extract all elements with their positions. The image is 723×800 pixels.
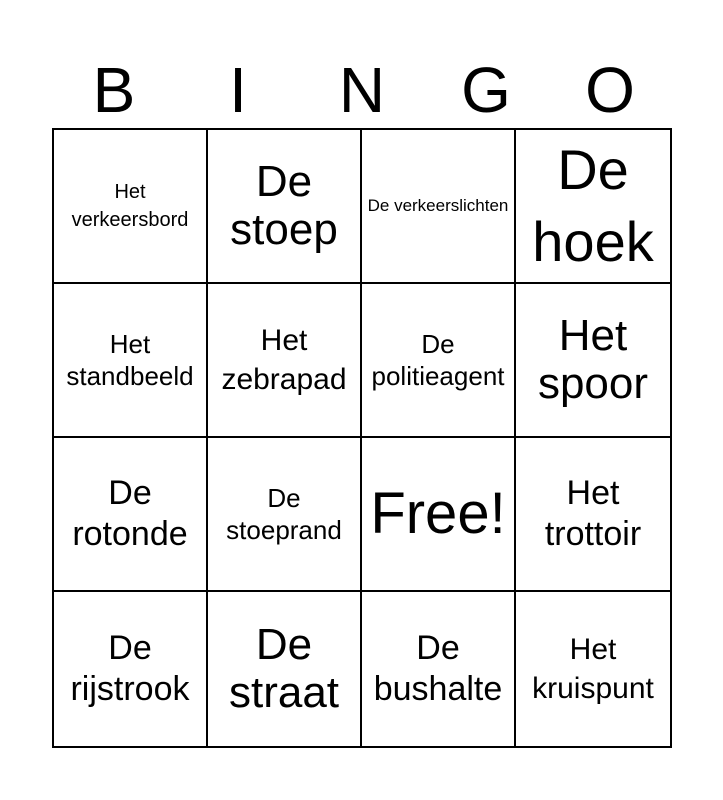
bingo-header [52, 52, 672, 128]
bingo-cell[interactable] [54, 438, 208, 592]
header-letter-o: O [585, 54, 635, 126]
bingo-cell[interactable] [54, 284, 208, 438]
cell-text: Het standbeeld [66, 328, 194, 391]
cell-text: De bushalte [373, 629, 503, 708]
cell-text: Het verkeersbord [71, 181, 189, 231]
bingo-cell[interactable] [362, 284, 516, 438]
cell-text: Het zebrapad [221, 324, 347, 396]
cell-text: Het spoor [537, 311, 649, 408]
bingo-cell[interactable] [516, 592, 670, 746]
bingo-cell[interactable] [208, 438, 362, 592]
cell-text: De politieagent [371, 328, 505, 391]
bingo-cell[interactable] [516, 438, 670, 592]
bingo-cell[interactable] [208, 284, 362, 438]
header-letter-g: G [461, 54, 511, 126]
bingo-cell[interactable] [54, 592, 208, 746]
header-letter-b: B [92, 54, 136, 126]
bingo-cell[interactable] [362, 592, 516, 746]
bingo-cell[interactable] [208, 592, 362, 746]
free-space-cell[interactable] [362, 438, 516, 592]
cell-text: De verkeerslichten [367, 196, 509, 216]
header-letter-i: I [229, 54, 247, 126]
bingo-cell[interactable] [54, 130, 208, 284]
bingo-cell[interactable] [362, 130, 516, 284]
cell-text: De hoek [532, 138, 654, 273]
header-letter-n: N [338, 54, 386, 126]
free-space-text: Free! [370, 481, 506, 546]
cell-text: De stoeprand [226, 482, 342, 545]
bingo-cell[interactable] [208, 130, 362, 284]
cell-text: Het kruispunt [532, 633, 654, 705]
bingo-cell[interactable] [516, 130, 670, 284]
cell-text: De stoep [230, 157, 338, 254]
bingo-cell[interactable] [516, 284, 670, 438]
bingo-board [52, 128, 672, 748]
cell-text: Het trottoir [544, 474, 642, 553]
cell-text: De straat [228, 620, 340, 717]
cell-text: De rotonde [72, 474, 188, 553]
cell-text: De rijstrook [70, 629, 190, 708]
